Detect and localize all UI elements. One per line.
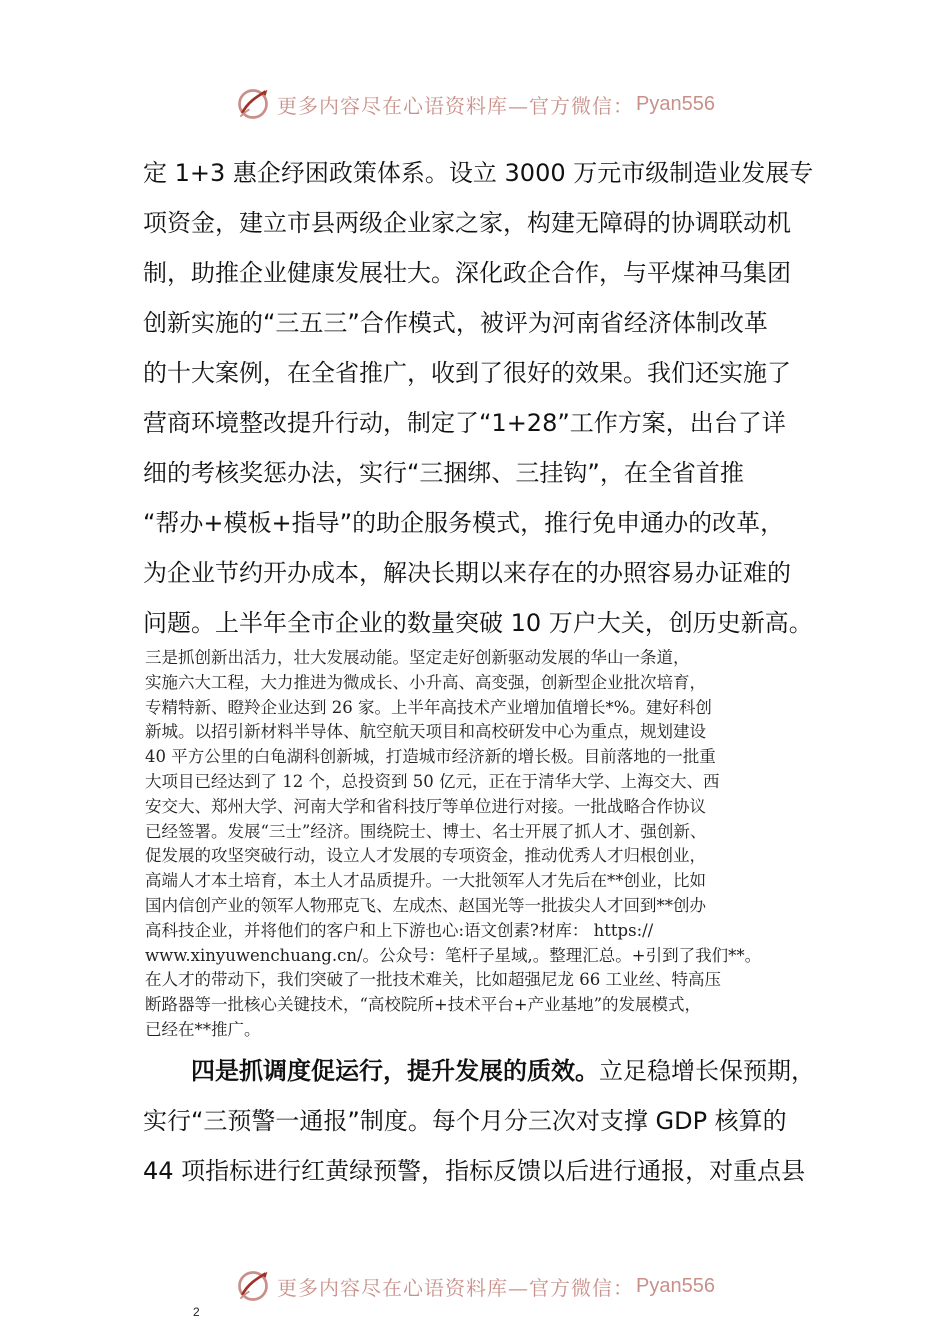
- watermark-handle: Pyan556: [636, 1274, 715, 1297]
- text-line: 高端人才本土培育，本土人才品质提升。一大批领军人才先后在**创业，比如: [145, 871, 706, 891]
- text-line: [143, 1046, 823, 1096]
- text-line: 在人才的带动下，我们突破了一批技术难关，比如超强尼龙 66 工业丝、特高压: [145, 970, 721, 990]
- text-run: 立足稳增长保预期，: [599, 1057, 815, 1085]
- text-line: 为企业节约开办成本，解决长期以来存在的办照容易办证难的: [143, 559, 791, 587]
- text-line: 实行“三预警一通报”制度。每个月分三次对支撑 GDP 核算的: [143, 1107, 787, 1135]
- text-line: “帮办+模板+指导”的助企服务模式，推行免申通办的改革，: [143, 509, 785, 537]
- watermark-text: 更多内容尽在心语资料库—官方微信：: [277, 93, 635, 118]
- page-number: 2: [193, 1305, 200, 1319]
- paragraph-block-2: [145, 646, 825, 1043]
- text-line: 三是抓创新出活力，壮大发展动能。坚定走好创新驱动发展的华山一条道，: [145, 648, 690, 667]
- watermark-text: 更多内容尽在心语资料库—官方微信：: [277, 1275, 635, 1300]
- text-line: 断路器等一批核心关键技术，“高校院所+技术平台+产业基地”的发展模式，: [145, 995, 702, 1015]
- paragraph-block-1: [143, 148, 823, 648]
- text-line: 制，助推企业健康发展壮大。深化政企合作，与平煤神马集团: [143, 259, 791, 287]
- text-line: 问题。上半年全市企业的数量突破 10 万户大关，创历史新高。: [143, 609, 813, 637]
- watermark-header: [0, 82, 950, 126]
- bold-lead-sentence: 四是抓调度促运行，提升发展的质效。: [191, 1057, 599, 1085]
- text-line: 细的考核奖惩办法，实行“三捆绑、三挂钩”，在全省首推: [143, 459, 744, 487]
- text-line: 的十大案例，在全省推广，收到了很好的效果。我们还实施了: [143, 359, 791, 387]
- watermark-handle: Pyan556: [636, 92, 715, 115]
- text-line: 44 项指标进行红黄绿预警，指标反馈以后进行通报，对重点县: [143, 1157, 806, 1185]
- text-line: 定 1+3 惠企纾困政策体系。设立 3000 万元市级制造业发展专: [143, 159, 814, 187]
- text-line: 促发展的攻坚突破行动，设立人才发展的专项资金，推动优秀人才归根创业，: [145, 846, 706, 866]
- text-line: 专精特新、瞪羚企业达到 26 家。上半年高技术产业增加值增长*%。建好科创: [145, 697, 712, 717]
- watermark-footer: [0, 1264, 950, 1308]
- text-line: 40 平方公里的白龟湖科创新城，打造城市经济新的增长极。目前落地的一批重: [145, 747, 716, 767]
- text-line: 项资金，建立市县两级企业家之家，构建无障碍的协调联动机: [143, 209, 791, 237]
- text-line: 创新实施的“三五三”合作模式，被评为河南省经济体制改革: [143, 309, 768, 337]
- text-line: 营商环境整改提升行动，制定了“1+28”工作方案，出台了详: [143, 409, 786, 437]
- text-line: 实施六大工程，大力推进为微成长、小升高、高变强，创新型企业批次培育，: [145, 672, 706, 692]
- text-line: 大项目已经达到了 12 个，总投资到 50 亿元，正在于清华大学、上海交大、西: [145, 771, 720, 791]
- text-line: 已经在**推广。: [145, 1019, 261, 1039]
- pen-swirl-logo-icon: [235, 86, 271, 122]
- text-line: 高科技企业，并将他们的客户和上下游也心:语文创素?材库： https://: [145, 920, 654, 940]
- text-line: www.xinyuwenchuang.cn/。公众号：笔杆子星域,。整理汇总。+引到了我们**。: [145, 945, 762, 965]
- pen-swirl-logo-icon: [235, 1268, 271, 1304]
- paragraph-block-3: [143, 1046, 823, 1196]
- text-line: 安交大、郑州大学、河南大学和省科技厅等单位进行对接。一批战略合作协议: [145, 796, 706, 816]
- text-line: 新城。以招引新材料半导体、航空航天项目和高校研发中心为重点，规划建设: [145, 722, 706, 742]
- text-line: 国内信创产业的领军人物邢克飞、左成杰、赵国光等一批拔尖人才回到**创办: [145, 895, 706, 915]
- text-line: 已经签署。发展“三士”经济。围绕院士、博士、名士开展了抓人才、强创新、: [145, 821, 707, 841]
